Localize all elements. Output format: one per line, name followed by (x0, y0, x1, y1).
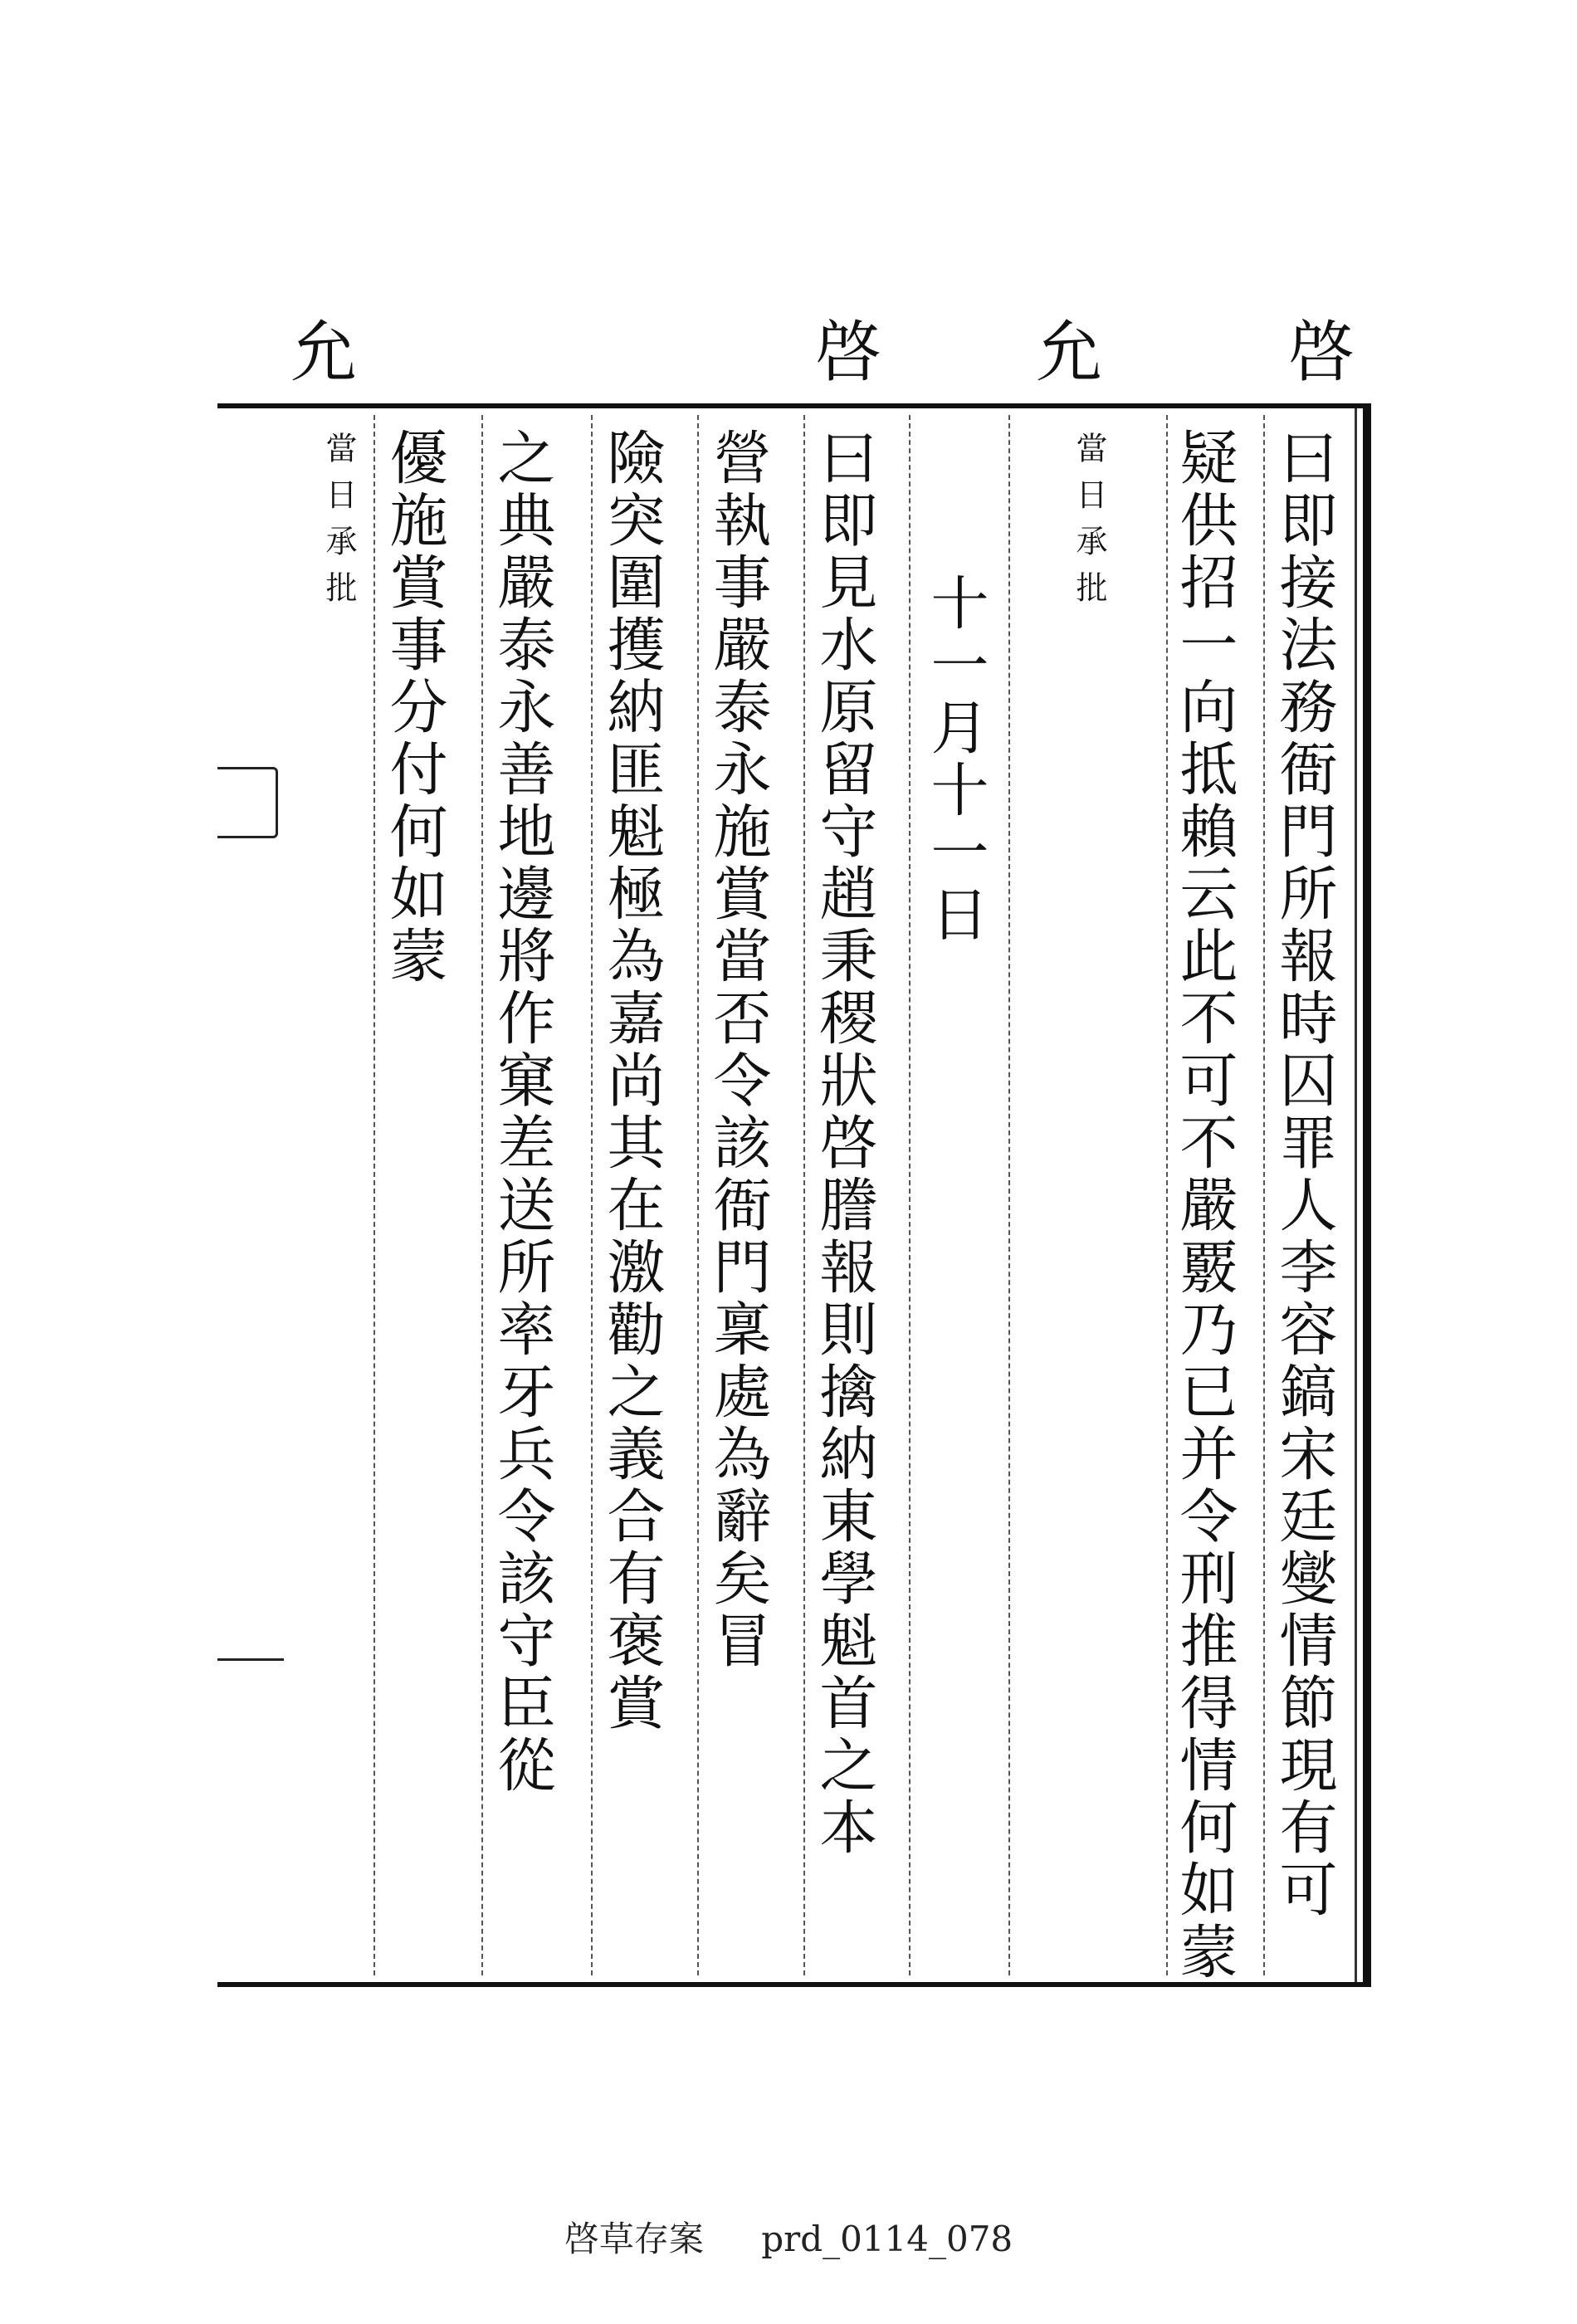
header-yun-left: 允 (290, 314, 357, 391)
text-column-8: 之典嚴泰永善地邊將作窠差送所率牙兵令該守臣從 (488, 427, 556, 1797)
column-rule (909, 415, 911, 1975)
header-qi-right: 啓 (1288, 314, 1355, 391)
text-column-date: 十一月十一日 (921, 573, 989, 946)
text-column-6: 營執事嚴泰永施賞當否令該衙門稟處為辭矣冒 (704, 427, 772, 1672)
page-footer (0, 2212, 1577, 2262)
margin-tab-mark (217, 767, 278, 838)
header-qi-left: 啓 (815, 314, 881, 391)
footer-title: 啓草存案 (564, 2219, 704, 2259)
frame-inner-rule (1355, 408, 1357, 1982)
header-yun-right: 允 (1036, 314, 1102, 391)
column-rule (1008, 415, 1010, 1975)
footer-code: prd_0114_078 (761, 2219, 1013, 2259)
margin-tick-mark (217, 1658, 284, 1661)
text-column-5: 曰即見水原留守趙秉稷狀啓謄報則擒納東學魁首之本 (810, 427, 878, 1859)
text-column-1: 曰即接法務衙門所報時囚罪人李容鎬宋廷燮情節現有可 (1270, 427, 1338, 1921)
text-column-approval-1: 當日承批 (1071, 432, 1107, 618)
text-column-2: 疑供招一向抵賴云此不可不嚴覈乃已并令刑推得情何如蒙 (1170, 427, 1238, 1984)
text-column-9: 優施賞事分付何如蒙 (380, 427, 448, 988)
text-column-approval-2: 當日承批 (320, 432, 357, 618)
text-column-7: 險突圍擭納匪魁極為嘉尚其在激勸之義合有褒賞 (598, 427, 666, 1735)
